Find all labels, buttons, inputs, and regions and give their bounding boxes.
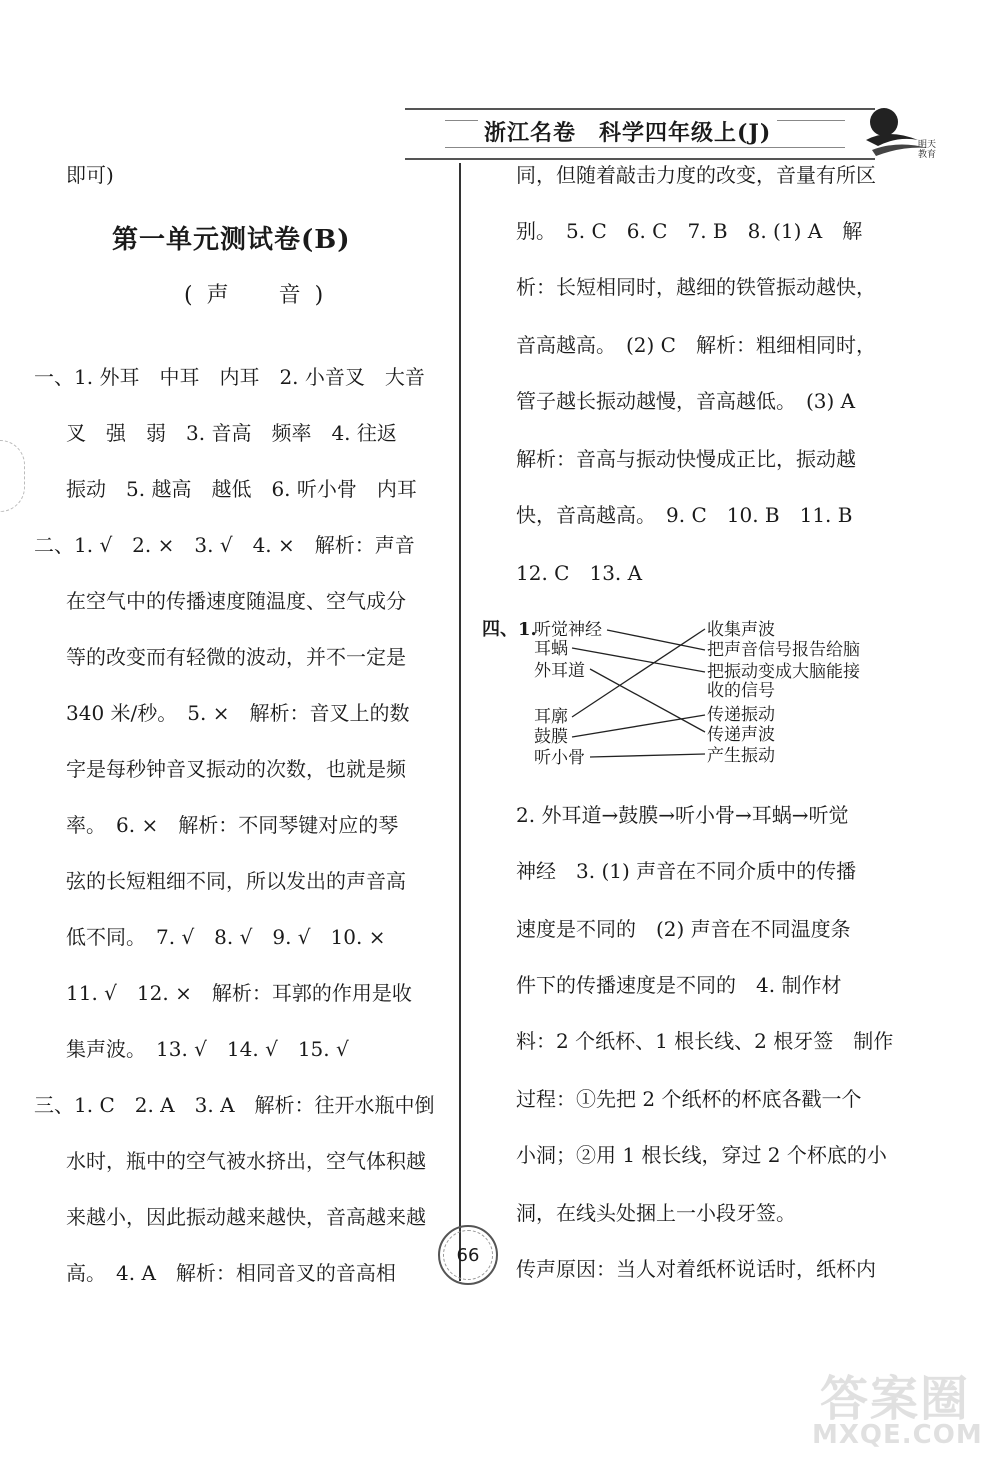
text-line: 叉 强 弱 3. 音高 频率 4. 往返 bbox=[66, 421, 397, 445]
text-line: 来越小，因此振动越来越快，音高越来越 bbox=[66, 1205, 426, 1229]
text-line: 析：长短相同时，越细的铁管振动越快， bbox=[516, 275, 876, 299]
text-line: 件下的传播速度是不同的 4. 制作材 bbox=[516, 973, 842, 997]
match-right-item: 收的信号 bbox=[707, 681, 775, 701]
match-line bbox=[590, 669, 705, 732]
unit-title: 第一单元测试卷(B) bbox=[112, 225, 351, 255]
logo-text: 明天教育 bbox=[918, 140, 937, 160]
text-line: 解析：音高与振动快慢成正比，振动越 bbox=[516, 447, 856, 471]
binding-stamp bbox=[0, 440, 25, 512]
match-left-item: 听觉神经 bbox=[534, 620, 602, 640]
text-line: 小洞；②用 1 根长线，穿过 2 个杯底的小 bbox=[516, 1143, 887, 1167]
text-line: 2. 外耳道→鼓膜→听小骨→耳蜗→听觉 bbox=[516, 803, 849, 827]
text-line: 二、1. √ 2. × 3. √ 4. × 解析：声音 bbox=[34, 533, 415, 557]
match-left-item: 听小骨 bbox=[534, 748, 585, 768]
text-line: 料：2 个纸杯、1 根长线、2 根牙签 制作 bbox=[516, 1029, 894, 1053]
text-line: 字是每秒钟音叉振动的次数，也就是频 bbox=[66, 757, 406, 781]
text-line: 低不同。 7. √ 8. √ 9. √ 10. × bbox=[66, 925, 386, 949]
watermark-line1: 答案圈 bbox=[820, 1371, 971, 1427]
text-line: 340 米/秒。 5. × 解析：音叉上的数 bbox=[66, 701, 410, 725]
match-line bbox=[607, 630, 705, 650]
text-line: 过程：①先把 2 个纸杯的杯底各戳一个 bbox=[516, 1087, 862, 1111]
match-right-item: 把振动变成大脑能接 bbox=[707, 662, 860, 682]
text-line: 同，但随着敲击力度的改变，音量有所区 bbox=[516, 163, 876, 187]
text-line: 集声波。 13. √ 14. √ 15. √ bbox=[66, 1037, 349, 1061]
match-right-item: 产生振动 bbox=[707, 746, 775, 766]
matching-prefix: 四、1. bbox=[482, 619, 537, 640]
text-line: 一、1. 外耳 中耳 内耳 2. 小音叉 大音 bbox=[34, 365, 425, 389]
match-left-item: 耳廓 bbox=[534, 707, 568, 727]
text-line: 传声原因：当人对着纸杯说话时，纸杯内 bbox=[516, 1257, 876, 1281]
text-line: 三、1. C 2. A 3. A 解析：往开水瓶中倒 bbox=[34, 1093, 435, 1117]
text-line: 12. C 13. A bbox=[516, 561, 643, 585]
text-line: 神经 3. (1) 声音在不同介质中的传播 bbox=[516, 859, 857, 883]
match-left-item: 鼓膜 bbox=[534, 727, 568, 747]
column-divider bbox=[459, 163, 461, 1281]
watermark-line2: MXQE.COM bbox=[812, 1420, 983, 1450]
text-line: 等的改变而有轻微的波动，并不一定是 bbox=[66, 645, 406, 669]
text-line: 音高越高。 (2) C 解析：粗细相同时， bbox=[516, 333, 876, 357]
text-line: 别。 5. C 6. C 7. B 8. (1) A 解 bbox=[516, 219, 863, 243]
match-line bbox=[590, 754, 705, 757]
match-right-item: 把声音信号报告给脑 bbox=[707, 640, 860, 660]
matching-diagram bbox=[482, 617, 902, 777]
match-right-item: 收集声波 bbox=[707, 620, 775, 640]
text-line: 洞，在线头处捆上一小段牙签。 bbox=[516, 1201, 796, 1225]
match-left-item: 耳蜗 bbox=[534, 639, 568, 659]
match-right-item: 传递振动 bbox=[707, 705, 775, 725]
page-number bbox=[438, 1225, 498, 1285]
match-line bbox=[572, 648, 705, 672]
text-line: 振动 5. 越高 越低 6. 听小骨 内耳 bbox=[66, 477, 417, 501]
unit-subtitle: (声 音) bbox=[184, 283, 338, 308]
text-line: 率。 6. × 解析：不同琴键对应的琴 bbox=[66, 813, 399, 837]
header-title: 浙江名卷 科学四年级上(J) bbox=[478, 116, 777, 147]
text-line: 高。 4. A 解析：相同音叉的音高相 bbox=[66, 1261, 396, 1285]
match-left-item: 外耳道 bbox=[534, 661, 585, 681]
text-line: 管子越长振动越慢，音高越低。 (3) A bbox=[516, 389, 856, 413]
match-right-item: 传递声波 bbox=[707, 725, 775, 745]
page-number-text: 66 bbox=[456, 1244, 480, 1266]
text-line: 在空气中的传播速度随温度、空气成分 bbox=[66, 589, 406, 613]
match-line bbox=[572, 629, 705, 717]
text-line: 快，音高越高。 9. C 10. B 11. B bbox=[516, 503, 853, 527]
text-line: 速度是不同的 (2) 声音在不同温度条 bbox=[516, 917, 851, 941]
site-watermark bbox=[800, 1360, 990, 1460]
text-line: 水时，瓶中的空气被水挤出，空气体积越 bbox=[66, 1149, 426, 1173]
text-line: 11. √ 12. × 解析：耳郭的作用是收 bbox=[66, 981, 412, 1005]
match-line bbox=[572, 715, 705, 737]
text-line: 弦的长短粗细不同，所以发出的声音高 bbox=[66, 869, 406, 893]
text-line: 即可) bbox=[66, 163, 114, 187]
